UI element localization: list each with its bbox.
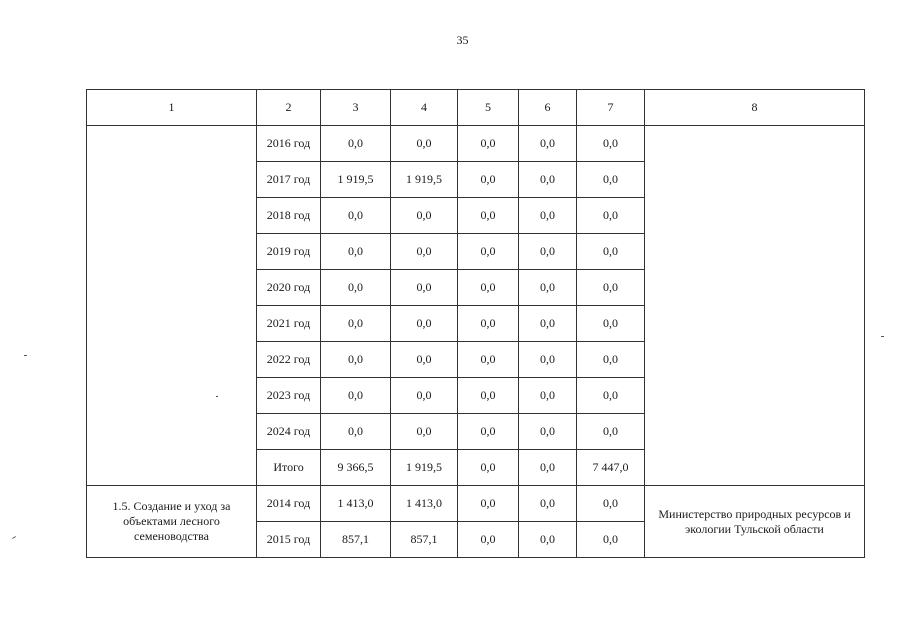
budget-table (86, 89, 865, 558)
header-cell-8: 8 (645, 90, 865, 126)
year-cell: 2015 год (257, 522, 321, 558)
year-cell: 2022 год (257, 342, 321, 378)
year-cell: 2020 год (257, 270, 321, 306)
value-cell-federal: 0,0 (458, 198, 519, 234)
value-cell-federal: 0,0 (458, 450, 519, 486)
executor-cell: Министерство природных ресурсов и экологии Тульской области (645, 486, 865, 558)
executor-cell-empty (645, 126, 865, 486)
scan-mark (24, 355, 27, 356)
value-cell-extra: 0,0 (577, 198, 645, 234)
value-cell-extra: 7 447,0 (577, 450, 645, 486)
value-cell-local: 0,0 (519, 378, 577, 414)
value-cell-regional: 857,1 (391, 522, 458, 558)
scan-mark (216, 396, 218, 397)
header-cell-4: 4 (391, 90, 458, 126)
value-cell-total: 0,0 (321, 270, 391, 306)
year-cell: 2014 год (257, 486, 321, 522)
value-cell-regional: 0,0 (391, 414, 458, 450)
value-cell-total: 0,0 (321, 306, 391, 342)
value-cell-regional: 0,0 (391, 198, 458, 234)
header-row (87, 90, 865, 126)
value-cell-federal: 0,0 (458, 522, 519, 558)
total-label-cell: Итого (257, 450, 321, 486)
value-cell-extra: 0,0 (577, 306, 645, 342)
year-cell: 2021 год (257, 306, 321, 342)
value-cell-local: 0,0 (519, 234, 577, 270)
value-cell-extra: 0,0 (577, 270, 645, 306)
value-cell-extra: 0,0 (577, 378, 645, 414)
value-cell-federal: 0,0 (458, 162, 519, 198)
table-row (87, 486, 865, 522)
value-cell-regional: 0,0 (391, 270, 458, 306)
value-cell-local: 0,0 (519, 414, 577, 450)
value-cell-federal: 0,0 (458, 306, 519, 342)
scan-mark (12, 536, 16, 539)
table-row (87, 126, 865, 162)
value-cell-local: 0,0 (519, 306, 577, 342)
page-number: 35 (456, 33, 469, 47)
scan-mark (881, 336, 884, 337)
value-cell-extra: 0,0 (577, 342, 645, 378)
year-cell: 2019 год (257, 234, 321, 270)
year-cell: 2023 год (257, 378, 321, 414)
value-cell-federal: 0,0 (458, 378, 519, 414)
value-cell-total: 0,0 (321, 342, 391, 378)
year-cell: 2018 год (257, 198, 321, 234)
header-cell-1: 1 (87, 90, 257, 126)
value-cell-regional: 0,0 (391, 234, 458, 270)
activity-name-cell: 1.5. Создание и уход за объектами лесного семеноводства (87, 486, 257, 558)
value-cell-local: 0,0 (519, 126, 577, 162)
value-cell-local: 0,0 (519, 522, 577, 558)
value-cell-local: 0,0 (519, 162, 577, 198)
value-cell-local: 0,0 (519, 198, 577, 234)
value-cell-federal: 0,0 (458, 342, 519, 378)
value-cell-total: 0,0 (321, 126, 391, 162)
year-cell: 2024 год (257, 414, 321, 450)
value-cell-total: 0,0 (321, 234, 391, 270)
value-cell-extra: 0,0 (577, 486, 645, 522)
value-cell-total: 0,0 (321, 198, 391, 234)
value-cell-regional: 1 919,5 (391, 162, 458, 198)
year-cell: 2017 год (257, 162, 321, 198)
activity-name-cell-empty (87, 126, 257, 486)
header-cell-6: 6 (519, 90, 577, 126)
value-cell-regional: 0,0 (391, 126, 458, 162)
value-cell-local: 0,0 (519, 450, 577, 486)
value-cell-total: 0,0 (321, 414, 391, 450)
value-cell-local: 0,0 (519, 342, 577, 378)
value-cell-total: 1 919,5 (321, 162, 391, 198)
value-cell-total: 1 413,0 (321, 486, 391, 522)
value-cell-extra: 0,0 (577, 162, 645, 198)
value-cell-extra: 0,0 (577, 126, 645, 162)
header-cell-3: 3 (321, 90, 391, 126)
value-cell-regional: 0,0 (391, 378, 458, 414)
value-cell-regional: 0,0 (391, 342, 458, 378)
value-cell-total: 0,0 (321, 378, 391, 414)
value-cell-federal: 0,0 (458, 126, 519, 162)
year-cell: 2016 год (257, 126, 321, 162)
value-cell-total: 9 366,5 (321, 450, 391, 486)
value-cell-federal: 0,0 (458, 414, 519, 450)
value-cell-local: 0,0 (519, 270, 577, 306)
header-cell-5: 5 (458, 90, 519, 126)
value-cell-regional: 0,0 (391, 306, 458, 342)
header-cell-2: 2 (257, 90, 321, 126)
value-cell-total: 857,1 (321, 522, 391, 558)
value-cell-federal: 0,0 (458, 486, 519, 522)
value-cell-federal: 0,0 (458, 234, 519, 270)
value-cell-extra: 0,0 (577, 414, 645, 450)
value-cell-regional: 1 919,5 (391, 450, 458, 486)
value-cell-federal: 0,0 (458, 270, 519, 306)
value-cell-extra: 0,0 (577, 234, 645, 270)
value-cell-regional: 1 413,0 (391, 486, 458, 522)
value-cell-local: 0,0 (519, 486, 577, 522)
value-cell-extra: 0,0 (577, 522, 645, 558)
header-cell-7: 7 (577, 90, 645, 126)
